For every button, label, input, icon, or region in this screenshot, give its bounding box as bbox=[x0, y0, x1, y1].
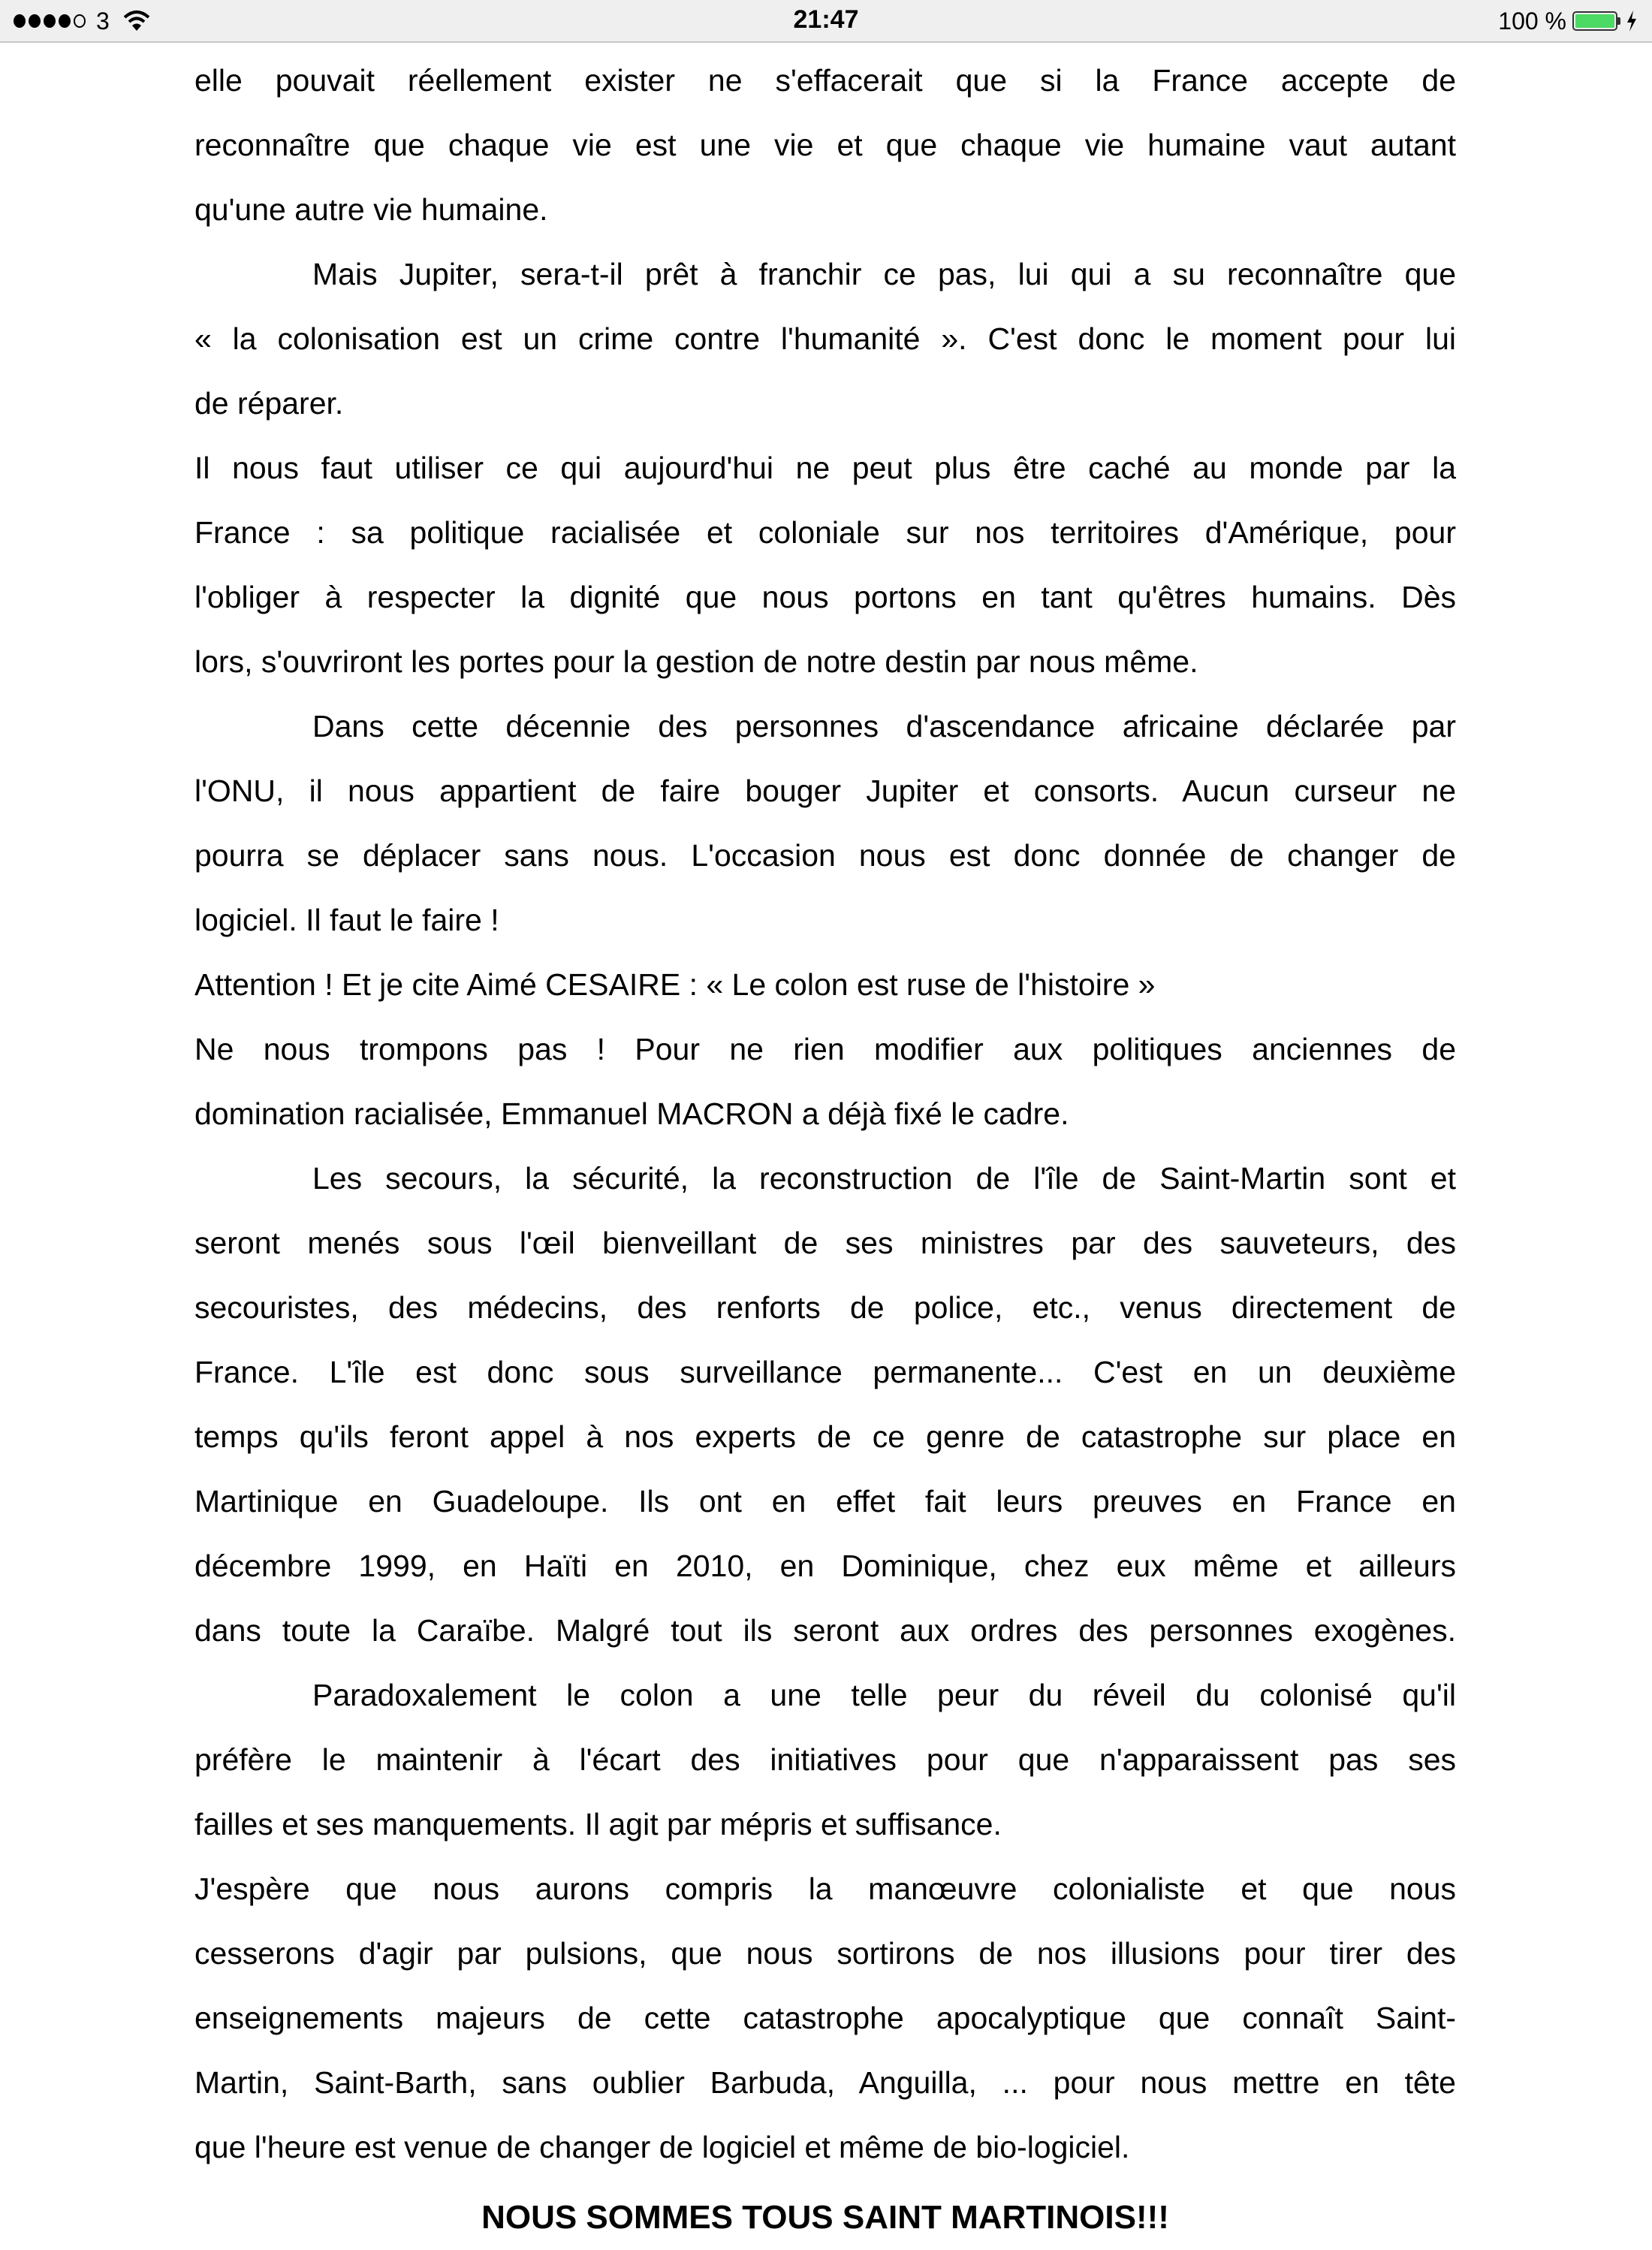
text-line: que l'heure est venue de changer de logiciel et même de bio-logiciel. bbox=[194, 2130, 1130, 2164]
text-line: préfère le maintenir à l'écart des initiatives pour que n'apparaissent pas ses bbox=[194, 1742, 1456, 1777]
paragraph-first-line: Dans cette décennie des personnes d'ascendance africaine déclarée par bbox=[312, 709, 1456, 743]
text-line: elle pouvait réellement exister ne s'effacerait que si la France accepte de bbox=[194, 63, 1456, 98]
text-line: pourra se déplacer sans nous. L'occasion nous est donc donnée de changer de bbox=[194, 838, 1456, 873]
text-line: Martinique en Guadeloupe. Ils ont en effet fait leurs preuves en France en bbox=[194, 1484, 1456, 1519]
text-line: logiciel. Il faut le faire ! bbox=[194, 903, 499, 937]
text-line: seront menés sous l'œil bienveillant de ses ministres par des sauveteurs, des bbox=[194, 1226, 1456, 1260]
battery-icon bbox=[1572, 11, 1617, 31]
closing-heading: NOUS SOMMES TOUS SAINT MARTINOIS!!! bbox=[481, 2199, 1169, 2236]
text-line: l'obliger à respecter la dignité que nous portons en tant qu'êtres humains. Dès bbox=[194, 580, 1456, 614]
text-line: France : sa politique racialisée et coloniale sur nos territoires d'Amérique, pour bbox=[194, 515, 1456, 550]
status-right bbox=[1498, 8, 1637, 35]
text-line: Ne nous trompons pas ! Pour ne rien modifier aux politiques anciennes de bbox=[194, 1032, 1456, 1066]
battery-nub bbox=[1617, 17, 1620, 25]
text-line: Attention ! Et je cite Aimé CESAIRE : « Le colon est ruse de l'histoire » bbox=[194, 967, 1156, 1002]
text-line: reconnaître que chaque vie est une vie et que chaque vie humaine vaut autant bbox=[194, 128, 1456, 162]
text-line: qu'une autre vie humaine. bbox=[194, 192, 548, 227]
text-line: France. L'île est donc sous surveillance permanente... C'est en un deuxième bbox=[194, 1355, 1456, 1389]
carrier-name: 3 bbox=[96, 7, 110, 35]
document-page bbox=[194, 48, 1456, 2250]
paragraph-first-line: Les secours, la sécurité, la reconstruction de l'île de Saint-Martin sont et bbox=[312, 1161, 1456, 1196]
text-line: lors, s'ouvriront les portes pour la gestion de notre destin par nous même. bbox=[194, 644, 1198, 679]
charging-bolt-icon bbox=[1626, 11, 1637, 32]
text-line: dans toute la Caraïbe. Malgré tout ils seront aux ordres des personnes exogènes. bbox=[194, 1613, 1456, 1648]
text-line: enseignements majeurs de cette catastrophe apocalyptique que connaît Saint- bbox=[194, 2001, 1456, 2035]
text-line: Il nous faut utiliser ce qui aujourd'hui ne peut plus être caché au monde par la bbox=[194, 451, 1456, 485]
text-line: Martin, Saint-Barth, sans oublier Barbuda, Anguilla, ... pour nous mettre en tête bbox=[194, 2065, 1456, 2100]
text-line: décembre 1999, en Haïti en 2010, en Dominique, chez eux même et ailleurs bbox=[194, 1549, 1456, 1583]
paragraph-first-line: Mais Jupiter, sera-t-il prêt à franchir ce pas, lui qui a su reconnaître que bbox=[312, 257, 1456, 291]
text-line: secouristes, des médecins, des renforts de police, etc., venus directement de bbox=[194, 1290, 1456, 1325]
text-line: « la colonisation est un crime contre l'humanité ». C'est donc le moment pour lui bbox=[194, 321, 1456, 356]
text-line: domination racialisée, Emmanuel MACRON a déjà fixé le cadre. bbox=[194, 1096, 1069, 1131]
text-line: temps qu'ils feront appel à nos experts de ce genre de catastrophe sur place en bbox=[194, 1419, 1456, 1454]
text-line: J'espère que nous aurons compris la manœuvre colonialiste et que nous bbox=[194, 1871, 1456, 1906]
text-line: de réparer. bbox=[194, 386, 344, 421]
status-time: 21:47 bbox=[793, 5, 859, 34]
paragraph-first-line: Paradoxalement le colon a une telle peur du réveil du colonisé qu'il bbox=[312, 1678, 1456, 1712]
text-line: l'ONU, il nous appartient de faire bouger Jupiter et consorts. Aucun curseur ne bbox=[194, 774, 1456, 808]
battery-percent: 100 % bbox=[1498, 7, 1566, 35]
text-line: failles et ses manquements. Il agit par mépris et suffisance. bbox=[194, 1807, 1002, 1841]
text-line: cesserons d'agir par pulsions, que nous sortirons de nos illusions pour tirer des bbox=[194, 1936, 1456, 1971]
status-bar bbox=[0, 0, 1652, 43]
battery-level bbox=[1575, 14, 1614, 28]
